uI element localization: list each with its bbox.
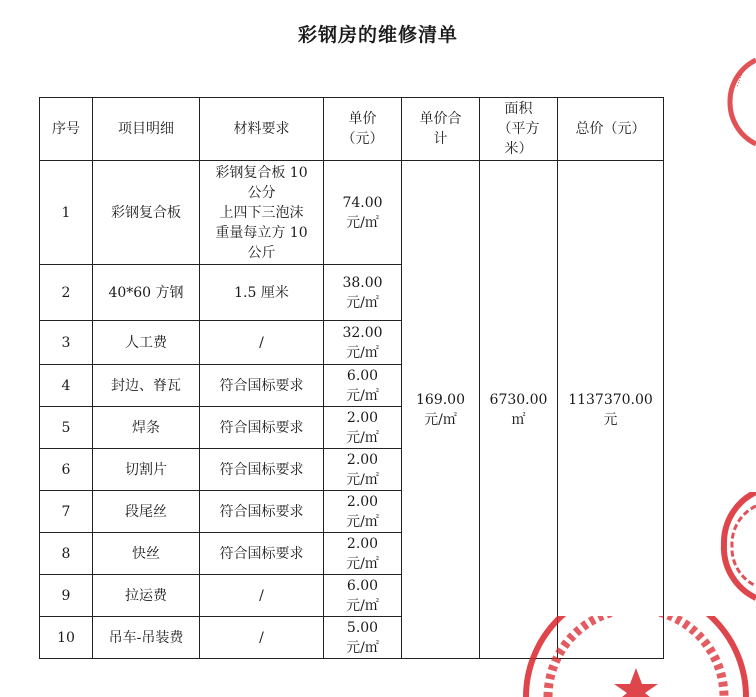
- row-material-line: /: [259, 629, 264, 646]
- row-unit-price-line: 元/㎡: [346, 387, 379, 404]
- table-row: [40, 161, 664, 265]
- row-material-line: 1.5 厘米: [234, 284, 289, 301]
- row-number: 10: [40, 617, 93, 659]
- row-number: 6: [40, 449, 93, 491]
- row-unit-price: [324, 161, 402, 265]
- row-material-line: 符合国标要求: [219, 503, 304, 520]
- row-material: [200, 491, 324, 533]
- summary-total: [558, 161, 664, 659]
- row-material-line: 公斤: [247, 244, 276, 261]
- summary-total-line: 1137370.00: [568, 391, 653, 408]
- row-item: 焊条: [93, 407, 200, 449]
- row-unit-price-line: 元/㎡: [346, 513, 379, 530]
- row-unit-price: [324, 449, 402, 491]
- header-unit-price-line: （元）: [341, 131, 384, 147]
- row-unit-price: [324, 365, 402, 407]
- row-material-line: 上四下三泡沫: [219, 204, 304, 221]
- row-item: 人工费: [93, 321, 200, 365]
- row-unit-price-line: 32.00: [342, 324, 383, 341]
- row-item: 吊车-吊装费: [93, 617, 200, 659]
- row-unit-price-line: 2.00: [346, 493, 379, 510]
- row-number: 7: [40, 491, 93, 533]
- row-item: 封边、脊瓦: [93, 365, 200, 407]
- document-title: 彩钢房的维修清单: [297, 24, 458, 46]
- summary-unit-price-total-line: 169.00: [416, 391, 465, 408]
- row-material-line: 重量每立方 10: [215, 224, 308, 241]
- row-unit-price: [324, 533, 402, 575]
- row-unit-price: [324, 575, 402, 617]
- row-unit-price-line: 元/㎡: [346, 555, 379, 572]
- official-seal-middle: [718, 492, 756, 602]
- row-material: [200, 265, 324, 321]
- summary-area-line: ㎡: [511, 411, 526, 428]
- row-unit-price-line: 元/㎡: [346, 639, 379, 656]
- header-unit-price-total-line: 单价合: [419, 111, 462, 127]
- row-unit-price-line: 元/㎡: [346, 344, 379, 361]
- header-total: 总价（元）: [558, 98, 664, 161]
- row-unit-price-line: 元/㎡: [346, 429, 379, 446]
- row-unit-price-line: 元/㎡: [346, 294, 379, 311]
- header-area-line: （平方: [497, 121, 540, 137]
- row-material: [200, 161, 324, 265]
- repair-bill-table: [39, 97, 664, 659]
- row-number: 8: [40, 533, 93, 575]
- row-unit-price-line: 6.00: [346, 577, 379, 594]
- row-number: 4: [40, 365, 93, 407]
- svg-text:·····: ·····: [733, 72, 748, 90]
- row-unit-price-line: 74.00: [342, 194, 383, 211]
- row-unit-price: [324, 321, 402, 365]
- header-no: 序号: [40, 98, 93, 161]
- row-unit-price: [324, 617, 402, 659]
- summary-unit-price-total: [402, 161, 480, 659]
- header-area: [480, 98, 558, 161]
- row-material: [200, 407, 324, 449]
- header-unit-price-total-line: 计: [433, 131, 448, 147]
- header-unit-price-line: 单价: [348, 111, 377, 127]
- summary-unit-price-total-line: 元/㎡: [424, 411, 457, 428]
- row-unit-price-line: 2.00: [346, 409, 379, 426]
- summary-total-line: 元: [603, 411, 618, 428]
- row-material: [200, 575, 324, 617]
- row-item: 40*60 方钢: [93, 265, 200, 321]
- row-material-line: /: [259, 587, 264, 604]
- row-material: [200, 365, 324, 407]
- row-number: 9: [40, 575, 93, 617]
- header-unit-price-total: [402, 98, 480, 161]
- header-area-line: 米）: [504, 141, 533, 157]
- row-material-line: /: [259, 334, 264, 351]
- summary-area: [480, 161, 558, 659]
- row-material-line: 彩钢复合板 10: [215, 164, 308, 181]
- row-unit-price-line: 5.00: [346, 619, 379, 636]
- official-seal-bottom: [512, 616, 756, 697]
- header-area-line: 面积: [504, 101, 533, 117]
- row-item: 切割片: [93, 449, 200, 491]
- row-unit-price: [324, 265, 402, 321]
- row-item: 彩钢复合板: [93, 161, 200, 265]
- row-unit-price-line: 2.00: [346, 535, 379, 552]
- row-material: [200, 321, 324, 365]
- row-item: 段尾丝: [93, 491, 200, 533]
- header-material: 材料要求: [200, 98, 324, 161]
- row-material-line: 符合国标要求: [219, 545, 304, 562]
- official-seal-top: [716, 58, 756, 148]
- row-unit-price-line: 元/㎡: [346, 471, 379, 488]
- row-number: 3: [40, 321, 93, 365]
- row-unit-price-line: 38.00: [342, 274, 383, 291]
- header-unit-price: [324, 98, 402, 161]
- row-unit-price-line: 2.00: [346, 451, 379, 468]
- row-item: 拉运费: [93, 575, 200, 617]
- row-unit-price: [324, 491, 402, 533]
- row-material: [200, 449, 324, 491]
- row-material: [200, 617, 324, 659]
- summary-area-line: 6730.00: [489, 391, 548, 408]
- row-unit-price-line: 6.00: [346, 367, 379, 384]
- row-material-line: 公分: [247, 184, 276, 201]
- header-item: 项目明细: [93, 98, 200, 161]
- row-unit-price: [324, 407, 402, 449]
- row-number: 1: [40, 161, 93, 265]
- row-material: [200, 533, 324, 575]
- row-number: 5: [40, 407, 93, 449]
- row-material-line: 符合国标要求: [219, 419, 304, 436]
- row-unit-price-line: 元/㎡: [346, 214, 379, 231]
- table-header-row: [40, 98, 664, 161]
- row-number: 2: [40, 265, 93, 321]
- row-material-line: 符合国标要求: [219, 377, 304, 394]
- row-unit-price-line: 元/㎡: [346, 597, 379, 614]
- row-item: 快丝: [93, 533, 200, 575]
- row-material-line: 符合国标要求: [219, 461, 304, 478]
